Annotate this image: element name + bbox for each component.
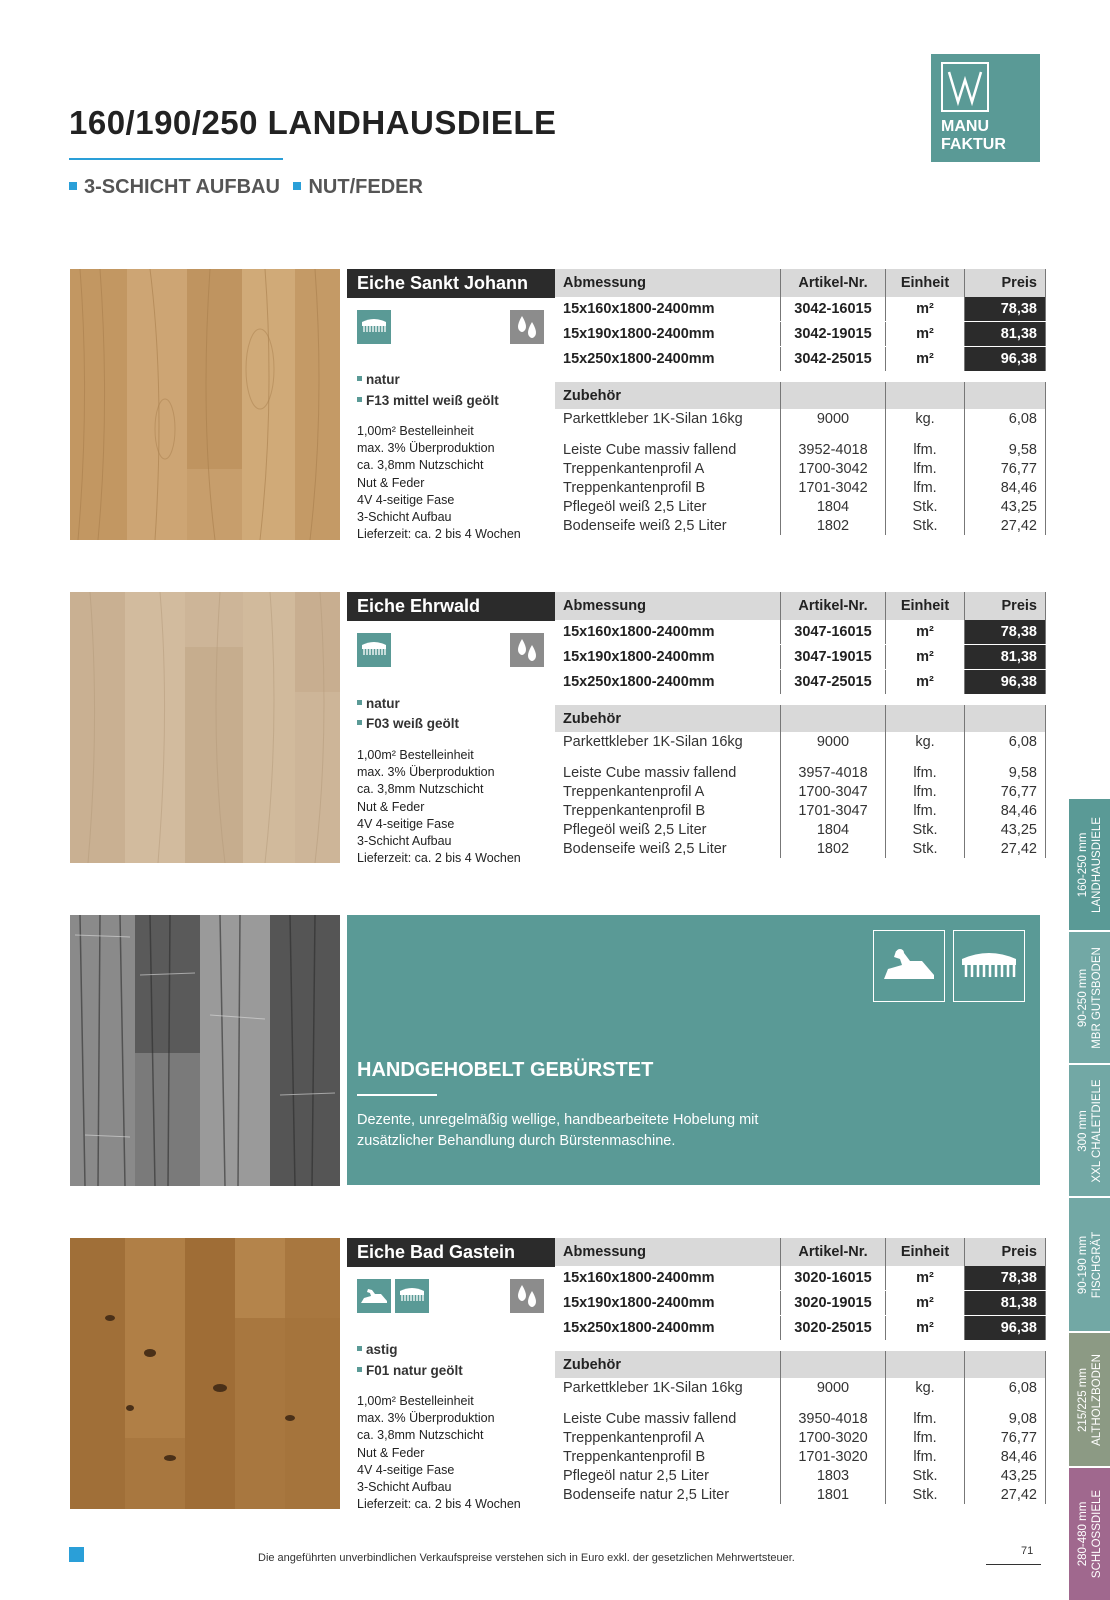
cell-dimension: 15x250x1800-2400mm [555,347,781,372]
accessory-row [555,820,1046,839]
cell-unit: kg. [886,409,965,440]
price-table [555,1238,1046,1504]
cell-price: 6,08 [965,409,1046,440]
accessories-header: Zubehör [555,382,781,409]
page-number-rule [986,1564,1041,1565]
cell-article: 1701-3042 [781,478,886,497]
cell-price: 96,38 [965,1316,1046,1341]
attr-finish: F01 natur geölt [366,1363,463,1378]
cell-unit: Stk. [886,1485,965,1504]
cell-price: 76,77 [965,459,1046,478]
brushed-icon [395,1279,429,1313]
cell-price: 9,58 [965,763,1046,782]
tab-range: 215/225 mm [1076,1367,1089,1432]
cell-price: 84,46 [965,801,1046,820]
table-row [555,1316,1046,1341]
cell-price: 6,08 [965,732,1046,763]
tab-label: XXL CHALETDIELE [1090,1078,1103,1183]
feature-panel [347,915,1040,1185]
brush-icon [953,930,1025,1002]
cell-article: 3047-19015 [781,645,886,670]
attr-grade: astig [366,1342,398,1357]
cell-price: 43,25 [965,497,1046,516]
cell-article: 9000 [781,409,886,440]
cell-acc-name: Pflegeöl natur 2,5 Liter [555,1466,781,1485]
accessory-row [555,440,1046,459]
table-row [555,297,1046,322]
product-attribute [357,1363,463,1378]
col-header-price: Preis [965,269,1046,297]
cell-unit: Stk. [886,1466,965,1485]
tab-label: LANDHAUSDIELE [1090,816,1103,913]
info-line: 3-Schicht Aufbau [357,510,452,525]
accessories-header: Zubehör [555,1351,781,1378]
attr-finish: F13 mittel weiß geölt [366,393,499,408]
product-name: Eiche Bad Gastein [347,1238,555,1267]
price-table [555,592,1046,858]
cell-article: 1802 [781,516,886,535]
cell-dimension: 15x190x1800-2400mm [555,322,781,347]
table-row [555,645,1046,670]
table-row [555,1266,1046,1291]
cell-price: 76,77 [965,782,1046,801]
cell-unit: kg. [886,732,965,763]
accessory-row [555,497,1046,516]
cell-unit: Stk. [886,497,965,516]
cell-article: 1801 [781,1485,886,1504]
product-name: Eiche Sankt Johann [347,269,555,298]
attr-finish: F03 weiß geölt [366,716,460,731]
cell-article: 3042-16015 [781,297,886,322]
table-row [555,670,1046,695]
accessory-row [555,1447,1046,1466]
cell-price: 78,38 [965,620,1046,645]
accessory-row [555,409,1046,440]
cell-unit: m² [886,620,965,645]
feature-underline [357,1094,437,1096]
side-tab-mbr-gutsboden[interactable] [1069,932,1110,1063]
col-header-price: Preis [965,1238,1046,1266]
cell-article: 3042-19015 [781,322,886,347]
info-line: 1,00m² Bestelleinheit [357,748,474,762]
info-line: ca. 3,8mm Nutzschicht [357,458,484,473]
cell-price: 43,25 [965,820,1046,839]
cell-unit: lfm. [886,459,965,478]
cell-price: 78,38 [965,1266,1046,1291]
accessory-row [555,478,1046,497]
cell-acc-name: Parkettkleber 1K-Silan 16kg [555,409,781,440]
tab-range: 280-480 mm [1076,1501,1089,1567]
page-subtitle [69,176,423,199]
cell-dimension: 15x160x1800-2400mm [555,1266,781,1291]
table-row [555,347,1046,372]
cell-dimension: 15x190x1800-2400mm [555,645,781,670]
info-line: 4V 4-seitige Fase [357,1462,455,1477]
oiled-drops-icon [510,1279,544,1313]
w-logo-icon [941,62,989,112]
cell-unit: m² [886,1266,965,1291]
accessory-row [555,1485,1046,1504]
col-header-unit: Einheit [886,269,965,297]
cell-price: 6,08 [965,1378,1046,1409]
oiled-drops-icon [510,310,544,344]
cell-unit: lfm. [886,801,965,820]
cell-price: 43,25 [965,1466,1046,1485]
cell-acc-name: Leiste Cube massiv fallend [555,440,781,459]
cell-price: 81,38 [965,645,1046,670]
title-underline [69,158,283,160]
table-row [555,620,1046,645]
cell-price: 96,38 [965,670,1046,695]
info-line: 4V 4-seitige Fase [357,816,455,831]
bullet-square [293,182,301,190]
manufaktur-logo [931,54,1040,162]
hand-plane-icon [873,930,945,1002]
hand-plane-icon [357,1279,391,1313]
col-header-dimension: Abmessung [555,269,781,297]
product-attribute [357,372,400,387]
page-title: 160/190/250 LANDHAUSDIELE [69,104,557,141]
cell-article: 3047-16015 [781,620,886,645]
accessory-row [555,801,1046,820]
feature-description [357,1110,758,1152]
cell-unit: m² [886,297,965,322]
side-tab-altholzboden[interactable] [1069,1333,1110,1466]
side-tab-fischgraet[interactable] [1069,1198,1110,1331]
cell-unit: Stk. [886,516,965,535]
cell-dimension: 15x250x1800-2400mm [555,670,781,695]
info-line: 1,00m² Bestelleinheit [357,1394,474,1408]
info-line: Lieferzeit: ca. 2 bis 4 Wochen [357,527,521,542]
cell-unit: m² [886,347,965,372]
cell-article: 1803 [781,1466,886,1485]
col-header-article: Artikel-Nr. [781,269,886,297]
cell-acc-name: Treppenkantenprofil B [555,478,781,497]
product-name: Eiche Ehrwald [347,592,555,621]
cell-acc-name: Bodenseife natur 2,5 Liter [555,1485,781,1504]
cell-unit: m² [886,1316,965,1341]
price-table [555,269,1046,535]
cell-dimension: 15x250x1800-2400mm [555,1316,781,1341]
page-number: 71 [1021,1545,1034,1557]
side-tab-schlossdiele[interactable] [1069,1468,1110,1600]
side-tab-landhausdiele[interactable] [1069,799,1110,930]
brushed-icon [357,633,391,667]
wood-swatch-handgehobelt [70,915,340,1186]
col-header-dimension: Abmessung [555,1238,781,1266]
attr-grade: natur [366,372,400,387]
cell-article: 9000 [781,1378,886,1409]
cell-unit: m² [886,670,965,695]
cell-acc-name: Treppenkantenprofil A [555,459,781,478]
product-info [357,1393,521,1513]
subtitle-construction: 3-SCHICHT AUFBAU [84,176,280,198]
cell-acc-name: Leiste Cube massiv fallend [555,1409,781,1428]
tab-label: FISCHGRÄT [1090,1231,1103,1298]
attr-grade: natur [366,696,400,711]
cell-acc-name: Parkettkleber 1K-Silan 16kg [555,732,781,763]
cell-article: 3042-25015 [781,347,886,372]
accessory-row [555,839,1046,858]
cell-acc-name: Treppenkantenprofil A [555,782,781,801]
cell-dimension: 15x160x1800-2400mm [555,297,781,322]
cell-article: 1804 [781,497,886,516]
cell-acc-name: Treppenkantenprofil B [555,801,781,820]
feature-heading: HANDGEHOBELT GEBÜRSTET [357,1059,654,1081]
product-attribute [357,696,400,711]
cell-price: 84,46 [965,1447,1046,1466]
cell-article: 3950-4018 [781,1409,886,1428]
info-line: Nut & Feder [357,475,425,490]
subtitle-joint: NUT/FEDER [308,176,423,198]
tab-label: ALTHOLZBODEN [1090,1353,1103,1446]
side-tab-xxl-chaletdiele[interactable] [1069,1065,1110,1196]
logo-line-2: FAKTUR [941,136,1006,153]
product-attribute [357,716,459,731]
cell-price: 9,08 [965,1409,1046,1428]
bullet-square [69,182,77,190]
accessory-row [555,782,1046,801]
cell-dimension: 15x160x1800-2400mm [555,620,781,645]
info-line: 1,00m² Bestelleinheit [357,424,474,438]
info-line: Lieferzeit: ca. 2 bis 4 Wochen [357,1497,521,1512]
cell-price: 81,38 [965,322,1046,347]
cell-article: 1700-3047 [781,782,886,801]
accessory-row [555,1466,1046,1485]
cell-unit: kg. [886,1378,965,1409]
cell-price: 27,42 [965,839,1046,858]
cell-price: 78,38 [965,297,1046,322]
wood-swatch-sankt-johann [70,269,340,540]
cell-article: 1804 [781,820,886,839]
info-line: Nut & Feder [357,799,425,814]
accessory-row [555,516,1046,535]
info-line: Nut & Feder [357,1445,425,1460]
cell-unit: lfm. [886,440,965,459]
cell-unit: m² [886,645,965,670]
accessory-row [555,763,1046,782]
accessory-row [555,1428,1046,1447]
cell-article: 3957-4018 [781,763,886,782]
cell-price: 27,42 [965,1485,1046,1504]
tab-range: 160-250 mm [1076,832,1089,897]
wood-swatch-ehrwald [70,592,340,863]
cell-price: 81,38 [965,1291,1046,1316]
info-line: ca. 3,8mm Nutzschicht [357,1428,484,1443]
brushed-icon [357,310,391,344]
cell-unit: lfm. [886,763,965,782]
table-row [555,322,1046,347]
col-header-article: Artikel-Nr. [781,1238,886,1266]
oiled-drops-icon [510,633,544,667]
cell-article: 3020-25015 [781,1316,886,1341]
product-info [357,747,521,867]
cell-unit: lfm. [886,1428,965,1447]
cell-article: 1700-3020 [781,1428,886,1447]
col-header-unit: Einheit [886,1238,965,1266]
cell-article: 1701-3047 [781,801,886,820]
cell-article: 9000 [781,732,886,763]
footer-square [69,1547,84,1562]
cell-article: 3047-25015 [781,670,886,695]
info-line: ca. 3,8mm Nutzschicht [357,782,484,797]
cell-price: 84,46 [965,478,1046,497]
info-line: max. 3% Überproduktion [357,441,495,456]
product-info [357,423,521,543]
tab-range: 300 mm [1076,1109,1089,1152]
info-line: max. 3% Überproduktion [357,765,495,780]
cell-price: 76,77 [965,1428,1046,1447]
wood-swatch-bad-gastein [70,1238,340,1509]
tab-range: 90-250 mm [1076,968,1089,1027]
cell-acc-name: Bodenseife weiß 2,5 Liter [555,839,781,858]
table-row [555,1291,1046,1316]
accessory-row [555,459,1046,478]
cell-unit: Stk. [886,820,965,839]
cell-unit: lfm. [886,782,965,801]
col-header-article: Artikel-Nr. [781,592,886,620]
cell-unit: lfm. [886,1409,965,1428]
feature-desc-line: Dezente, unregelmäßig wellige, handbearbeitete Hobelung mit [357,1112,759,1128]
cell-price: 27,42 [965,516,1046,535]
tab-range: 90-190 mm [1076,1235,1089,1294]
cell-article: 3020-16015 [781,1266,886,1291]
logo-line-1: MANU [941,118,989,135]
cell-dimension: 15x190x1800-2400mm [555,1291,781,1316]
info-line: Lieferzeit: ca. 2 bis 4 Wochen [357,851,521,866]
cell-acc-name: Treppenkantenprofil A [555,1428,781,1447]
accessories-header: Zubehör [555,705,781,732]
feature-desc-line: zusätzlicher Behandlung durch Bürstenmaschine. [357,1133,676,1149]
cell-acc-name: Pflegeöl weiß 2,5 Liter [555,497,781,516]
cell-acc-name: Leiste Cube massiv fallend [555,763,781,782]
info-line: 3-Schicht Aufbau [357,834,452,849]
tab-label: SCHLOSSDIELE [1090,1489,1103,1579]
cell-unit: m² [886,1291,965,1316]
cell-unit: lfm. [886,478,965,497]
cell-price: 9,58 [965,440,1046,459]
cell-acc-name: Bodenseife weiß 2,5 Liter [555,516,781,535]
product-attribute [357,393,499,408]
cell-article: 3020-19015 [781,1291,886,1316]
cell-acc-name: Parkettkleber 1K-Silan 16kg [555,1378,781,1409]
cell-acc-name: Treppenkantenprofil B [555,1447,781,1466]
info-line: 4V 4-seitige Fase [357,492,455,507]
cell-article: 3952-4018 [781,440,886,459]
cell-article: 1700-3042 [781,459,886,478]
col-header-dimension: Abmessung [555,592,781,620]
cell-price: 96,38 [965,347,1046,372]
col-header-unit: Einheit [886,592,965,620]
col-header-price: Preis [965,592,1046,620]
accessory-row [555,1409,1046,1428]
cell-unit: m² [886,322,965,347]
cell-article: 1701-3020 [781,1447,886,1466]
tab-label: MBR GUTSBODEN [1090,946,1103,1049]
accessory-row [555,1378,1046,1409]
cell-article: 1802 [781,839,886,858]
cell-unit: Stk. [886,839,965,858]
info-line: 3-Schicht Aufbau [357,1480,452,1495]
cell-unit: lfm. [886,1447,965,1466]
footer-note: Die angeführten unverbindlichen Verkaufspreise verstehen sich in Euro exkl. der gesetzlichen Mehrwertsteuer. [258,1552,795,1564]
product-attribute [357,1342,398,1357]
accessory-row [555,732,1046,763]
cell-acc-name: Pflegeöl weiß 2,5 Liter [555,820,781,839]
info-line: max. 3% Überproduktion [357,1411,495,1426]
